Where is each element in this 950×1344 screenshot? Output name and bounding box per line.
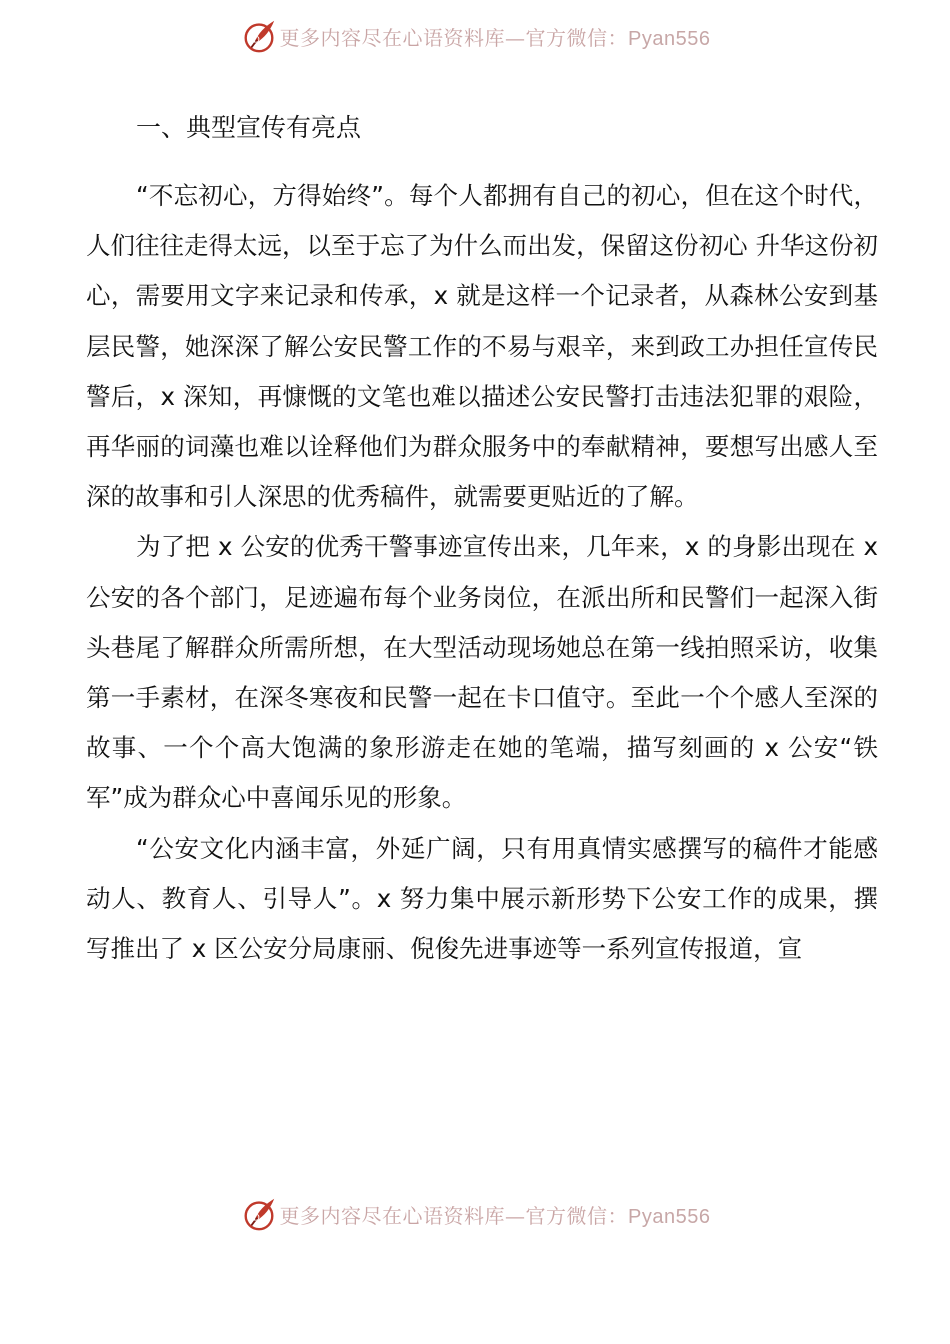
section-heading: 一、典型宣传有亮点 (136, 113, 362, 142)
svg-text:D: D (252, 1213, 260, 1224)
feather-pen-logo-icon (240, 1195, 278, 1233)
header-wechat-id: Pyan556 (628, 27, 711, 50)
document-body (86, 105, 878, 974)
footer-banner-text: 更多内容尽在心语资料库—官方微信：Pyan556 (279, 1203, 711, 1228)
paragraph-3: “公安文化内涵丰富，外延广阔，只有用真情实感撰写的稿件才能感动人、教育人、引导人”。x 努力集中展示新形势下公安工作的成果，撰写推出了 x 区公安分局康丽、倪俊先进事迹等一系列宣传报道，宣 (86, 833, 878, 964)
paragraph-2: 为了把 x 公安的优秀干警事迹宣传出来，几年来，x 的身影出现在 x 公安的各个部门，足迹遍布每个业务岗位，在派出所和民警们一起深入街头巷尾了解群众所需所想，在大型活动现场她总在第一线拍照采访，收集第一手素材，在深冬寒夜和民警一起在卡口值守。至此一个个感人至深的故事、一个个高大饱满的象形游走在她的笔端，描写刻画的 x 公安“铁军”成为群众心中喜闻乐见的形象。 (86, 532, 878, 813)
header-banner (0, 14, 950, 58)
feather-pen-logo-icon (240, 17, 278, 55)
header-banner-text: 更多内容尽在心语资料库—官方微信：Pyan556 (279, 25, 711, 50)
paragraph-1: “不忘初心，方得始终”。每个人都拥有自己的初心，但在这个时代，人们往往走得太远，以至于忘了为什么而出发，保留这份初心 升华这份初心，需要用文字来记录和传承，x 就是这样一个记录者，从森林公安到基层民警，她深深了解公安民警工作的不易与艰辛，来到政工办担任宣传民警后，x 深知，再慷慨的文笔也难以描述公安民警打击违法犯罪的艰险，再华丽的词藻也难以诠释他们为群众服务中的奉献精神，要想写出感人至深的故事和引人深思的优秀稿件，就需要更贴近的了解。 (86, 181, 878, 512)
footer-banner (0, 1192, 950, 1236)
footer-wechat-id: Pyan556 (628, 1205, 711, 1228)
svg-text:D: D (252, 35, 260, 46)
